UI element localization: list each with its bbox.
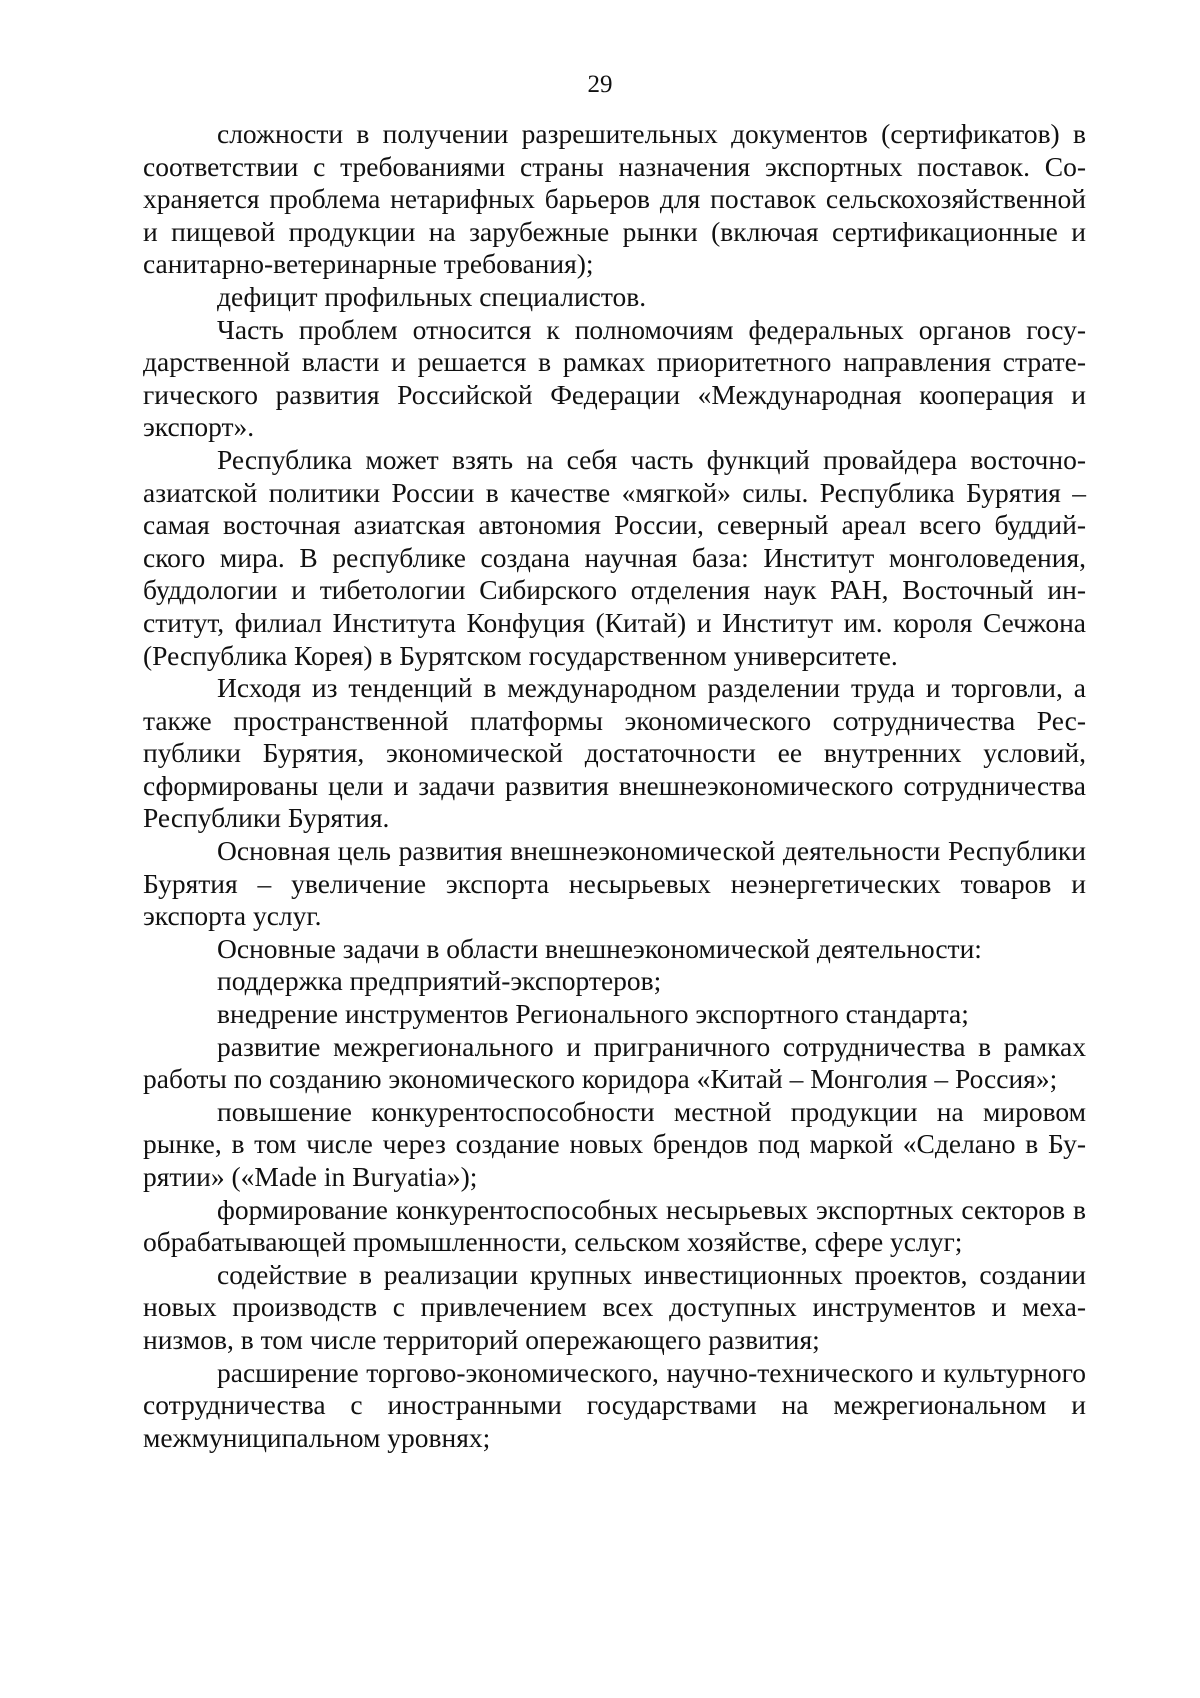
list-item-competitiveness: повышение конкурентоспособности местной продукции на мировом рынке, в том числе через создание новых брендов под маркой «Сделано в Бурятии» («Made in Buryatia»); <box>143 1095 1086 1192</box>
list-item-export-sectors: формирование конкурентоспособных несырьевых экспортных секторов в обрабатывающей промышленности, сельском хозяйстве, сфере услуг; <box>143 1193 1086 1258</box>
paragraph-specialist-shortage: дефицит профильных специалистов. <box>217 280 647 312</box>
list-item-exporter-support: поддержка предприятий-экспортеров; <box>217 965 662 997</box>
list-item-interregional-cooperation: развитие межрегионального и приграничного сотрудничества в рамках работы по созданию экономического коридора «Китай – Монголия – Россия»; <box>143 1030 1086 1095</box>
paragraph-certification-difficulties: сложности в получении разрешительных документов (сертификатов) в соответствии с требованиями страны назначения экспортных поставок. Сохраняется проблема нетарифных барьеров для поставок сельскохозяйственной и пищевой продукции на зарубежные рынки (включая сертификационные и санитарно-ветеринарные требования); <box>143 118 1086 280</box>
list-item-international-cooperation: расширение торгово-экономического, научно-технического и культурного сотрудничества с иностранными государствами на межрегиональном и межмуниципальном уровнях; <box>143 1356 1086 1453</box>
list-item-investment-projects: содействие в реализации крупных инвестиционных проектов, создании новых производств с привлечением всех доступных инструментов и механизмов, в том числе территорий опережающего развития; <box>143 1258 1086 1355</box>
page-number: 29 <box>587 71 613 98</box>
paragraph-main-tasks-heading: Основные задачи в области внешнеэкономической деятельности: <box>217 932 982 964</box>
list-item-export-standard: внедрение инструментов Регионального экспортного стандарта; <box>217 998 969 1030</box>
paragraph-federal-authority: Часть проблем относится к полномочиям федеральных органов государственной власти и решается в рамках приоритетного направления стратегического развития Российской Федерации «Международная кооперация и экспорт». <box>143 313 1086 443</box>
paragraph-main-goal: Основная цель развития внешнеэкономической деятельности Республики Бурятия – увеличение экспорта несырьевых неэнергетических товаров и экспорта услуг. <box>143 835 1086 932</box>
paragraph-goals-formation: Исходя из тенденций в международном разделении труда и торговли, а также пространственной платформы экономического сотрудничества Республики Бурятия, экономической достаточности ее внутренних условий, сформированы цели и задачи развития внешнеэкономического сотрудничества Республики Бурятия. <box>143 672 1086 834</box>
document-body <box>143 118 1086 1454</box>
paragraph-soft-power: Республика может взять на себя часть функций провайдера восточноазиатской политики России в качестве «мягкой» силы. Республика Бурятия – самая восточная азиатская автономия России, северный ареал всего буддийского мира. В республике создана научная база: Институт монголоведения, буддологии и тибетологии Сибирского отделения наук РАН, Восточный институт, филиал Института Конфуция (Китай) и Институт им. короля Сечжона (Республика Корея) в Бурятском государственном университете. <box>143 443 1086 671</box>
